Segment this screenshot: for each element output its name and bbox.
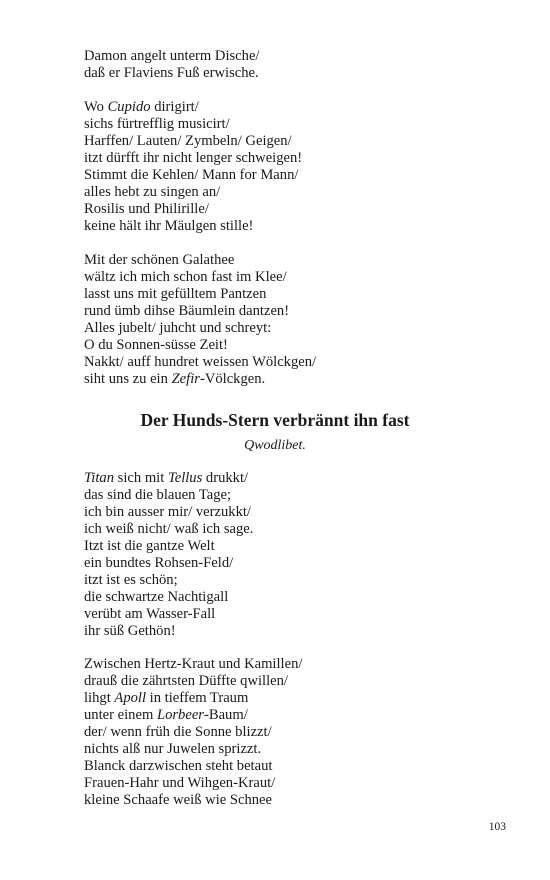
italic-name: Apoll [114, 690, 147, 706]
verse-line: Rosilis und Philirille/ [84, 201, 209, 217]
verse-line: Harffen/ Lauten/ Zymbeln/ Geigen/ [84, 133, 292, 149]
verse-line: O du Sonnen-süsse Zeit! [84, 337, 228, 353]
stanza [84, 48, 504, 82]
verse-line: drauß die zährtsten Düffte qwillen/ [84, 673, 288, 689]
verse-line: Blanck darzwischen steht betaut [84, 758, 273, 774]
verse-line: ein bundtes Rohsen-Feld/ [84, 555, 234, 571]
stanza [84, 470, 504, 640]
poem-title: Der Hunds-Stern verbrännt ihn fast [140, 410, 410, 430]
verse-line: Titan sich mit Tellus drukkt/ [84, 470, 249, 486]
verse-line: rund ümb dihse Bäumlein dantzen! [84, 303, 290, 319]
stanza [84, 99, 504, 235]
verse-line: itzt dürfft ihr nicht lenger schweigen! [84, 150, 303, 166]
verse-line: unter einem Lorbeer-Baum/ [84, 707, 248, 723]
verse-line: keine hält ihr Mäulgen stille! [84, 218, 254, 234]
italic-name: Tellus [167, 470, 203, 486]
verse-line: Frauen-Hahr und Wihgen-Kraut/ [84, 775, 276, 791]
italic-name: Lorbeer [156, 707, 204, 723]
verse-line: Mit der schönen Galathee [84, 252, 235, 268]
italic-name: Cupido [107, 99, 151, 115]
verse-line: itzt ist es schön; [84, 572, 178, 588]
verse-line: alles hebt zu singen an/ [84, 184, 221, 200]
verse-line: verübt am Wasser-Fall [84, 606, 216, 622]
verse-line: ich bin ausser mir/ verzukkt/ [84, 504, 251, 520]
verse-line: Alles jubelt/ juhcht und schreyt: [84, 320, 272, 336]
verse-line: Damon angelt unterm Dische/ [84, 48, 260, 64]
italic-name: Titan [84, 470, 115, 486]
verse-line: ihr süß Gethön! [84, 623, 176, 639]
verse-line: sichs fürtrefflig musicirt/ [84, 116, 230, 132]
verse-line: wältz ich mich schon fast im Klee/ [84, 269, 287, 285]
verse-line: kleine Schaafe weiß wie Schnee [84, 792, 273, 808]
verse-line: siht uns zu ein Zefir-Völckgen. [84, 371, 266, 387]
verse-line: nichts alß nur Juwelen sprizzt. [84, 741, 262, 757]
verse-line: Itzt ist die gantze Welt [84, 538, 215, 554]
verse-line: ich weiß nicht/ waß ich sage. [84, 521, 254, 537]
verse-line: Zwischen Hertz-Kraut und Kamillen/ [84, 656, 303, 672]
verse-line: daß er Flaviens Fuß erwische. [84, 65, 259, 81]
verse-line: Stimmt die Kehlen/ Mann for Mann/ [84, 167, 299, 183]
verse-line: lasst uns mit gefülltem Pantzen [84, 286, 267, 302]
verse-line: das sind die blauen Tage; [84, 487, 232, 503]
verse-line: Wo Cupido dirigirt/ [84, 99, 199, 115]
verse-line: der/ wenn früh die Sonne blizzt/ [84, 724, 272, 740]
stanza [84, 656, 504, 809]
verse-line: lihgt Apoll in tieffem Traum [84, 690, 249, 706]
verse-line: Nakkt/ auff hundret weissen Wölckgen/ [84, 354, 317, 370]
verse-line: die schwartze Nachtigall [84, 589, 229, 605]
poem-subtitle: Qwodlibet. [244, 438, 306, 453]
stanza [84, 252, 504, 388]
italic-name: Zefir [171, 371, 200, 387]
page-number: 103 [488, 821, 506, 833]
